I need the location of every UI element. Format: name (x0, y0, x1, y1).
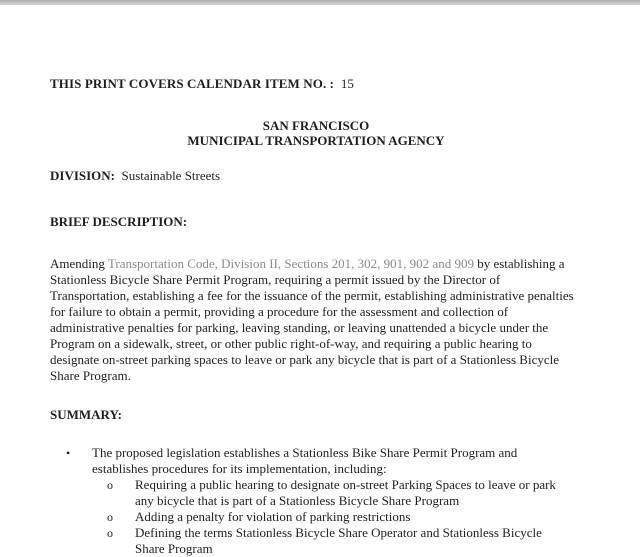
calendar-item-label: THIS PRINT COVERS CALENDAR ITEM NO. : (50, 76, 335, 91)
circle-bullet-icon: o (107, 478, 113, 492)
brief-description-body: by establishing a Stationless Bicycle Share Permit Program, requiring a permit issued by the Director of Transportation, establishing a fee for the issuance of the permit, establishing administrative penalties for failure to obtain a permit, providing a procedure for the assessment and collection of administrative penalties for parking, leaving standing, or leaving unattended a bicycle under the Program on a sidewalk, street, or other public right-of-way, and requiring a public hearing to designate on-street parking spaces to leave or park any bicycle that is part of a Stationless Bicycle Share Program. (50, 256, 574, 383)
summary-sub-list (50, 477, 582, 557)
bullet-icon: • (66, 446, 71, 460)
brief-description-heading: BRIEF DESCRIPTION: (50, 214, 188, 229)
sub-item-text: Defining the terms Stationless Bicycle Share Operator and Stationless Bicycle Share Program (135, 525, 542, 556)
brief-description-paragraph (50, 256, 580, 384)
sub-item-text: Requiring a public hearing to designate on-street Parking Spaces to leave or park any bicycle that is part of a Stationless Bicycle Share Program (135, 477, 556, 508)
summary-main-item-text: The proposed legislation establishes a Stationless Bike Share Permit Program and establishes procedures for its implementation, including: (92, 445, 518, 476)
division-line (50, 168, 582, 184)
sub-item-text: Adding a penalty for violation of parking restrictions (135, 509, 411, 524)
list-item (50, 509, 582, 525)
division-label: DIVISION: (50, 168, 116, 183)
document-page (0, 5, 640, 557)
transportation-code-citation: Transportation Code, Division II, Sections 201, 302, 901, 902 and 909 (107, 256, 474, 271)
list-item (50, 477, 582, 509)
division-value: Sustainable Streets (121, 168, 221, 183)
list-item (50, 445, 582, 477)
agency-header (50, 118, 582, 148)
circle-bullet-icon: o (107, 510, 113, 524)
summary-heading: SUMMARY: (50, 407, 123, 422)
sub-list-container (50, 477, 582, 557)
list-item (50, 525, 582, 557)
summary-list (50, 445, 582, 557)
circle-bullet-icon: o (107, 526, 113, 540)
agency-name-line1: SAN FRANCISCO (262, 118, 370, 133)
calendar-item-line (50, 76, 582, 92)
calendar-item-number: 15 (340, 76, 355, 91)
agency-name-line2: MUNICIPAL TRANSPORTATION AGENCY (187, 133, 445, 148)
brief-description-prefix: Amending (50, 256, 108, 271)
